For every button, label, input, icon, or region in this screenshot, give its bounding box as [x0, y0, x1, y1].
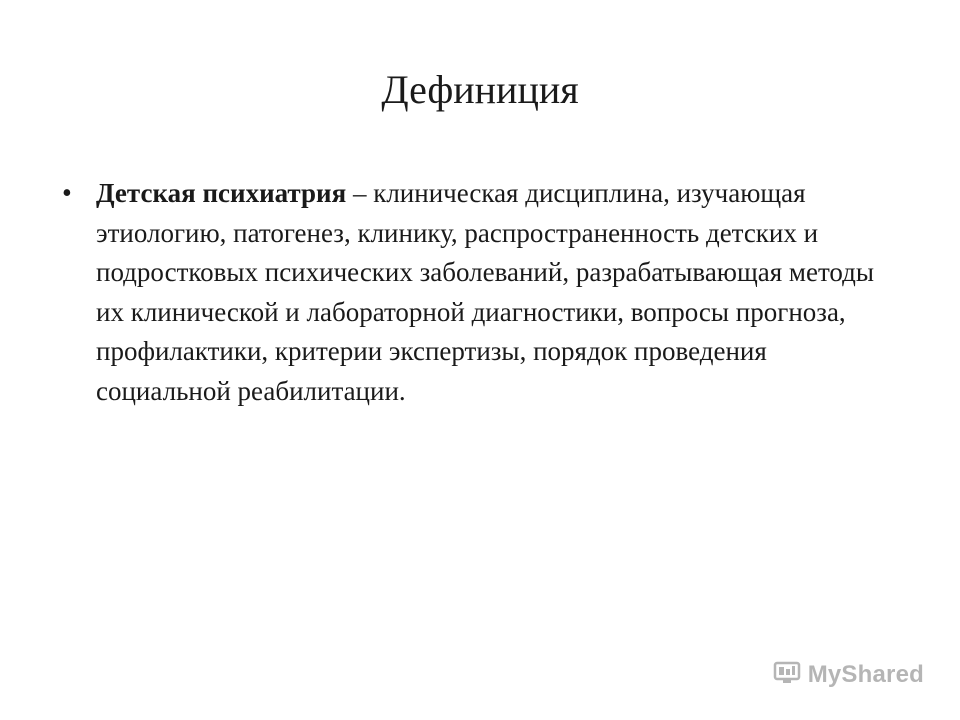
myshared-watermark [772, 657, 924, 692]
bullet-item [62, 174, 902, 411]
bullet-marker: • [62, 178, 72, 209]
definition-paragraph [96, 174, 896, 411]
definition-term: Детская психиатрия [96, 178, 347, 208]
myshared-logo-icon [772, 657, 802, 692]
slide-title: Дефиниция [381, 67, 579, 112]
definition-text: – клиническая дисциплина, изучающая этиологию, патогенез, клинику, распространенность детских и подростковых психических заболеваний, разрабатывающая методы их клинической и лабораторной диагностики, вопросы прогноза, профилактики, критерии экспертизы, порядок проведения социальной реабилитации. [96, 178, 875, 406]
slide-body [62, 174, 902, 411]
watermark-label: MyShared [807, 660, 924, 688]
